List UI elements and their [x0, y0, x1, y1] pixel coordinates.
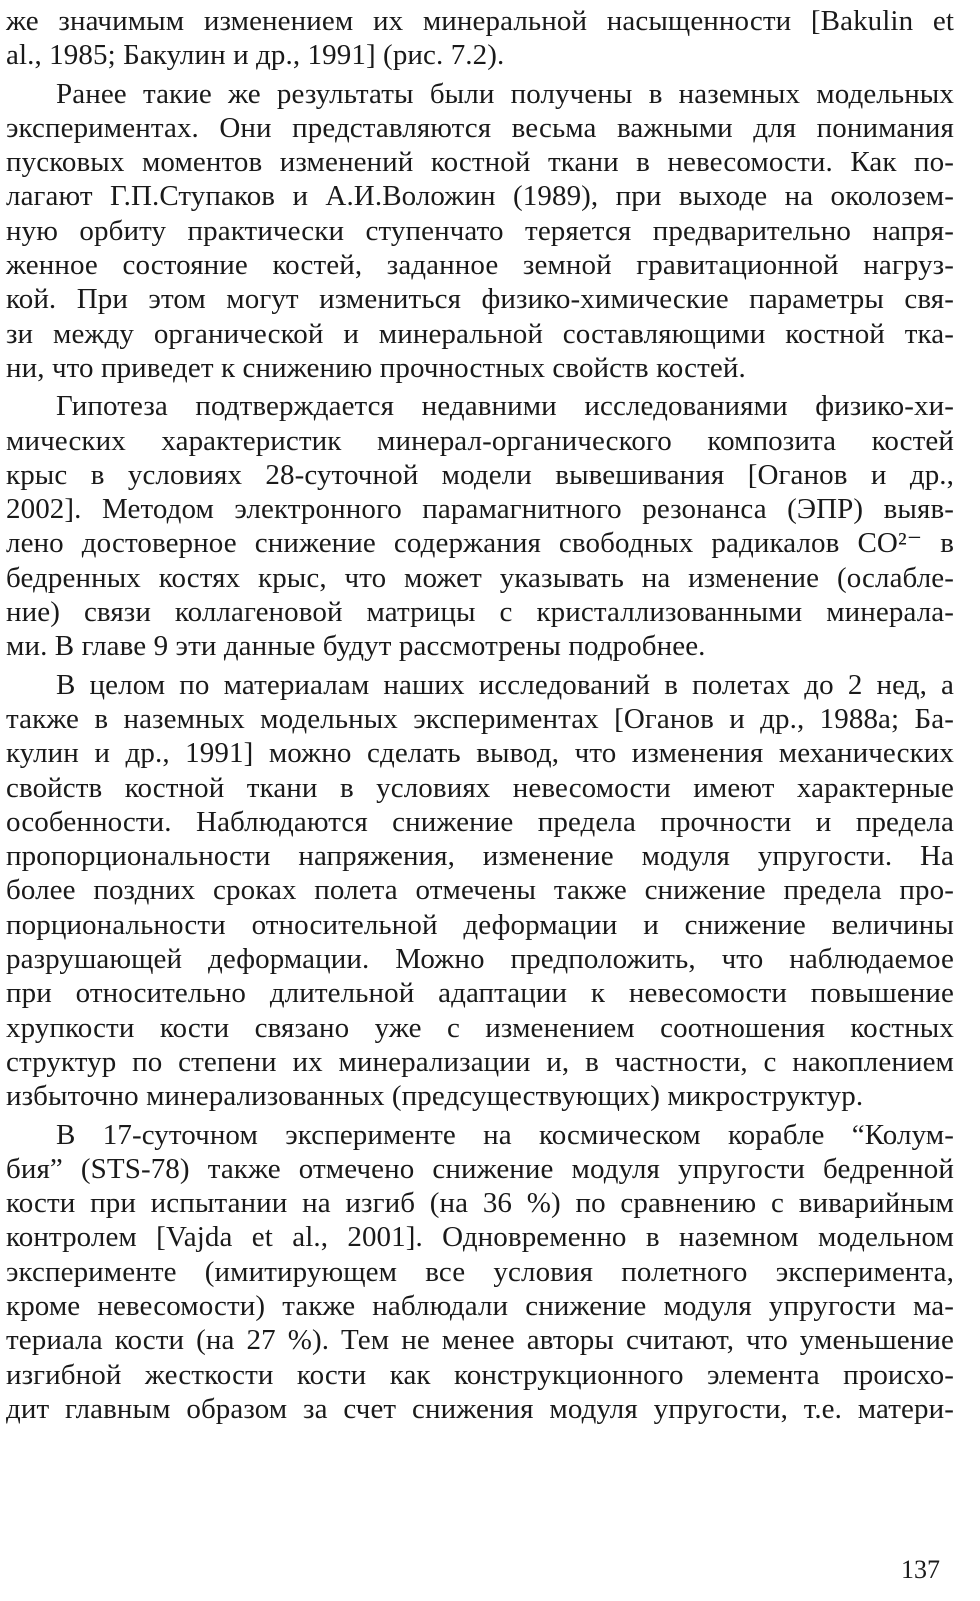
page-number: 137 — [901, 1555, 940, 1584]
paragraph — [6, 77, 954, 386]
paragraph — [6, 389, 954, 663]
text-line: al., 1985; Бакулин и др., 1991] (рис. 7.2). — [6, 39, 505, 72]
text-line: также в наземных модельных экспериментах [Оганов и др., 1988а; Ба- — [6, 702, 954, 735]
text-line: Ранее такие же результаты были получены в наземных модельных — [56, 77, 954, 110]
paragraph — [6, 668, 954, 1114]
text-line: ную орбиту практически ступенчато теряется предварительно напря- — [6, 214, 954, 247]
text-line: кой. При этом могут измениться физико-химические параметры свя- — [6, 283, 954, 316]
text-line: Гипотеза подтверждается недавними исследованиями физико-хи- — [56, 390, 954, 423]
text-line: же значимым изменением их минеральной насыщенности [Bakulin et — [6, 5, 954, 37]
text-line: хрупкости кости связано уже с изменением соотношения костных — [6, 1011, 954, 1044]
text-line: зи между органической и минеральной составляющими костной тка- — [6, 317, 954, 350]
text-line: изгибной жесткости кости как конструкционного элемента происхо- — [6, 1358, 954, 1391]
text-line: В целом по материалам наших исследований в полетах до 2 нед, а — [56, 668, 954, 701]
text-line: разрушающей деформации. Можно предположить, что наблюдаемое — [6, 943, 954, 976]
text-line: особенности. Наблюдаются снижение предела прочности и предела — [6, 805, 954, 838]
text-line: кости при испытании на изгиб (на 36 %) по сравнению с виварийным — [6, 1187, 954, 1220]
text-line: 2002]. Методом электронного парамагнитного резонанса (ЭПР) выяв- — [6, 493, 954, 526]
text-line: лено достоверное снижение содержания свободных радикалов CO²⁻ в — [6, 527, 954, 560]
text-line: порциональности относительной деформации и снижение величины — [6, 908, 954, 941]
text-line: крыс в условиях 28-суточной модели вывешивания [Оганов и др., — [6, 458, 954, 491]
text-line: пропорциональности напряжения, изменение модуля упругости. На — [6, 840, 954, 873]
text-line: свойств костной ткани в условиях невесомости имеют характерные — [6, 771, 954, 804]
text-line: экспериментах. Они представляются весьма важными для понимания — [6, 111, 954, 144]
text-line: структур по степени их минерализации и, в частности, с накоплением — [6, 1045, 954, 1078]
paragraph — [6, 4, 954, 73]
text-line: пусковых моментов изменений костной ткани в невесомости. Как по- — [6, 146, 954, 179]
text-line: териала кости (на 27 %). Тем не менее авторы считают, что уменьшение — [6, 1324, 954, 1357]
text-line: ми. В главе 9 эти данные будут рассмотрены подробнее. — [6, 630, 706, 663]
text-line: бия” (STS-78) также отмечено снижение модуля упругости бедренной — [6, 1152, 954, 1185]
text-line: бедренных костях крыс, что может указывать на изменение (ослабле- — [6, 561, 954, 594]
text-line: избыточно минерализованных (предсуществующих) микроструктур. — [6, 1080, 864, 1113]
text-line: при относительно длительной адаптации к невесомости повышение — [6, 977, 954, 1010]
text-line: эксперименте (имитирующем все условия полетного эксперимента, — [6, 1255, 954, 1288]
text-line: ни, что приведет к снижению прочностных свойств костей. — [6, 351, 746, 384]
text-line: кулин и др., 1991] можно сделать вывод, что изменения механических — [6, 737, 954, 770]
text-line: лагают Г.П.Ступаков и А.И.Воложин (1989), при выходе на околозем- — [6, 180, 954, 213]
text-line: контролем [Vajda et al., 2001]. Одновременно в наземном модельном — [6, 1221, 954, 1254]
text-line: более поздних сроках полета отмечены также снижение предела про- — [6, 874, 954, 907]
text-line: мических характеристик минерал-органического композита костей — [6, 424, 954, 457]
text-line: В 17-суточном эксперименте на космическом корабле “Колум- — [56, 1118, 954, 1151]
text-line: кроме невесомости) также наблюдали снижение модуля упругости ма- — [6, 1289, 954, 1322]
text-line: дит главным образом за счет снижения модуля упругости, т.е. матери- — [6, 1392, 954, 1425]
text-line: женное состояние костей, заданное земной гравитационной нагруз- — [6, 249, 954, 282]
text-line: ние) связи коллагеновой матрицы с кристаллизованными минерала- — [6, 596, 954, 629]
paragraph — [6, 1118, 954, 1427]
page-body — [6, 4, 954, 1426]
